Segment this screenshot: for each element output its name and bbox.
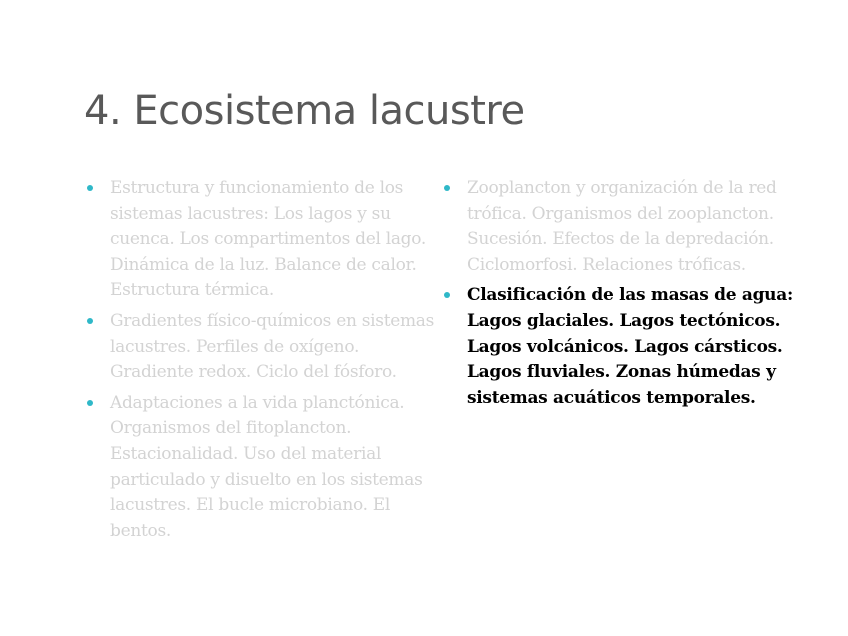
left-bullet-column (84, 176, 442, 549)
bullet-item-gradients (84, 309, 442, 386)
bullet-text: Gradientes físico-químicos en sistemas lacustres. Perfiles de oxígeno. Gradiente redox. Ciclo del fósforo. (110, 310, 435, 383)
bullet-text: Zooplancton y organización de la red trófica. Organismos del zooplancton. Sucesión. Efectos de la depredación. Ciclomorfosi. Relaciones tróficas. (467, 178, 777, 275)
bullet-text: Clasificación de las masas de agua: Lagos glaciales. Lagos tectónicos. Lagos volcánicos. Lagos cársticos. Lagos fluviales. Zonas húmedas y sistemas acuáticos temporales. (467, 285, 793, 408)
bullet-dot-icon (87, 185, 93, 191)
bullet-text: Adaptaciones a la vida planctónica. Organismos del fitoplancton. Estacionalidad. Uso del material particulado y disuelto en los sistemas lacustres. El bucle microbiano. El bentos. (110, 392, 423, 541)
bullet-item-classification (441, 283, 803, 411)
bullet-item-adaptations (84, 391, 442, 545)
bullet-dot-icon (444, 185, 450, 191)
bullet-item-zooplankton (441, 176, 803, 278)
slide-title: 4. Ecosistema lacustre (84, 88, 525, 134)
bullet-item-structure (84, 176, 442, 304)
bullet-dot-icon (87, 318, 93, 324)
right-bullet-column (441, 176, 803, 416)
bullet-text: Estructura y funcionamiento de los sistemas lacustres: Los lagos y su cuenca. Los compartimentos del lago. Dinámica de la luz. Balance de calor. Estructura térmica. (110, 178, 426, 301)
bullet-dot-icon (87, 400, 93, 406)
bullet-dot-icon (444, 292, 450, 298)
